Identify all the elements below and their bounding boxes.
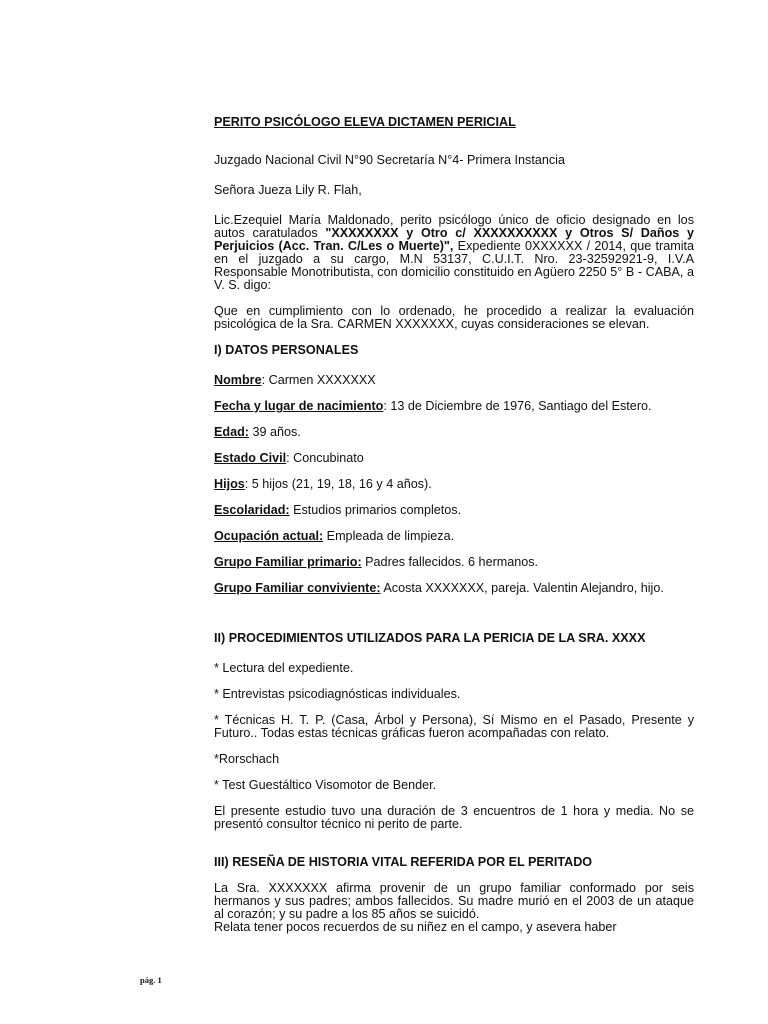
salutation: Señora Jueza Lily R. Flah, (214, 183, 362, 197)
intro-text-2: Expediente 0XXXXXX / 2014, que tramita en el juzgado a su cargo, M.N 53137, C.U.I.T. Nro. 23-32592921-9, I.V.A Responsable Monotributista, con domicilio constituido en Agüero 2250 5° B - CABA, a V. S. digo: (214, 239, 694, 292)
court-line: Juzgado Nacional Civil N°90 Secretaría N°4- Primera Instancia (214, 153, 565, 167)
field-label: Fecha y lugar de nacimiento (214, 399, 384, 413)
field-value: Acosta XXXXXXX, pareja. Valentin Alejandro, hijo. (380, 581, 664, 595)
duration-paragraph: El presente estudio tuvo una duración de 3 encuentros de 1 hora y media. No se presentó consultor técnico ni perito de parte. (214, 804, 694, 831)
field-edad (214, 426, 694, 439)
field-value: Padres fallecidos. 6 hermanos. (361, 555, 539, 569)
field-sep: : (383, 399, 387, 413)
field-label: Edad: (214, 425, 249, 439)
field-value: 39 años. (248, 425, 301, 439)
field-sep: : (286, 451, 290, 465)
case-title: "XXXXXXXX y Otro c/ XXXXXXXXXX y Otros S/ Daños y Perjuicios (Acc. Tran. C/Les o Muerte)", (214, 226, 694, 253)
field-value: Empleada de limpieza. (323, 529, 455, 543)
field-grupo-primario (214, 556, 694, 569)
history-paragraph-1: La Sra. XXXXXXX afirma provenir de un grupo familiar conformado por seis hermanos y sus padres; ambos fallecidos. Su madre murió en el 2003 de un ataque al corazón; y su padre a los 85 años se suicidó. (214, 881, 694, 921)
field-label: Estado Civil (214, 451, 287, 465)
field-sep: : (244, 477, 249, 491)
section3-heading: III) RESEÑA DE HISTORIA VITAL REFERIDA POR EL PERITADO (214, 855, 593, 869)
section1-heading: I) DATOS PERSONALES (214, 343, 359, 357)
procedure-item: *Rorschach (214, 752, 280, 766)
field-value: Estudios primarios completos. (289, 503, 462, 517)
page-number: pág. 1 (140, 975, 162, 985)
field-sep: : (261, 373, 266, 387)
field-label: Escolaridad: (214, 503, 290, 517)
field-nombre (214, 374, 694, 387)
field-ocupacion (214, 530, 694, 543)
field-escolaridad (214, 504, 694, 517)
document-body (214, 116, 694, 934)
field-label: Grupo Familiar primario: (214, 555, 362, 569)
section2-heading: II) PROCEDIMIENTOS UTILIZADOS PARA LA PERICIA DE LA SRA. XXXX (214, 631, 646, 645)
history-paragraph-2: Relata tener pocos recuerdos de su niñez en el campo, y asevera haber (214, 920, 617, 934)
intro-text-1: Lic.Ezequiel María Maldonado, perito psicólogo único de oficio designado en los autos caratulados (214, 213, 694, 240)
field-hijos (214, 478, 694, 491)
field-value: Concubinato (289, 451, 364, 465)
field-value: Carmen XXXXXXX (265, 373, 376, 387)
field-label: Grupo Familiar conviviente: (214, 581, 381, 595)
procedure-item: * Técnicas H. T. P. (Casa, Árbol y Persona), Sí Mismo en el Pasado, Presente y Futuro.. Todas estas técnicas gráficas fueron acompañadas con relato. (214, 713, 694, 740)
field-value: 13 de Diciembre de 1976, Santiago del Estero. (386, 399, 652, 413)
procedure-item: * Entrevistas psicodiagnósticas individuales. (214, 687, 461, 701)
field-label: Nombre (214, 373, 262, 387)
purpose-paragraph: Que en cumplimiento con lo ordenado, he procedido a realizar la evaluación psicológica de la Sra. CARMEN XXXXXXX, cuyas consideraciones se elevan. (214, 304, 694, 331)
field-label: Ocupación actual: (214, 529, 324, 543)
field-label: Hijos (214, 477, 245, 491)
field-grupo-conviviente (214, 582, 694, 595)
field-nacimiento (214, 400, 694, 413)
field-estado-civil (214, 452, 694, 465)
procedure-item: * Lectura del expediente. (214, 661, 354, 675)
intro-paragraph (214, 214, 694, 292)
field-value: 5 hijos (21, 19, 18, 16 y 4 años). (248, 477, 432, 491)
procedure-item: * Test Guestáltico Visomotor de Bender. (214, 778, 437, 792)
document-title: PERITO PSICÓLOGO ELEVA DICTAMEN PERICIAL (214, 115, 516, 129)
